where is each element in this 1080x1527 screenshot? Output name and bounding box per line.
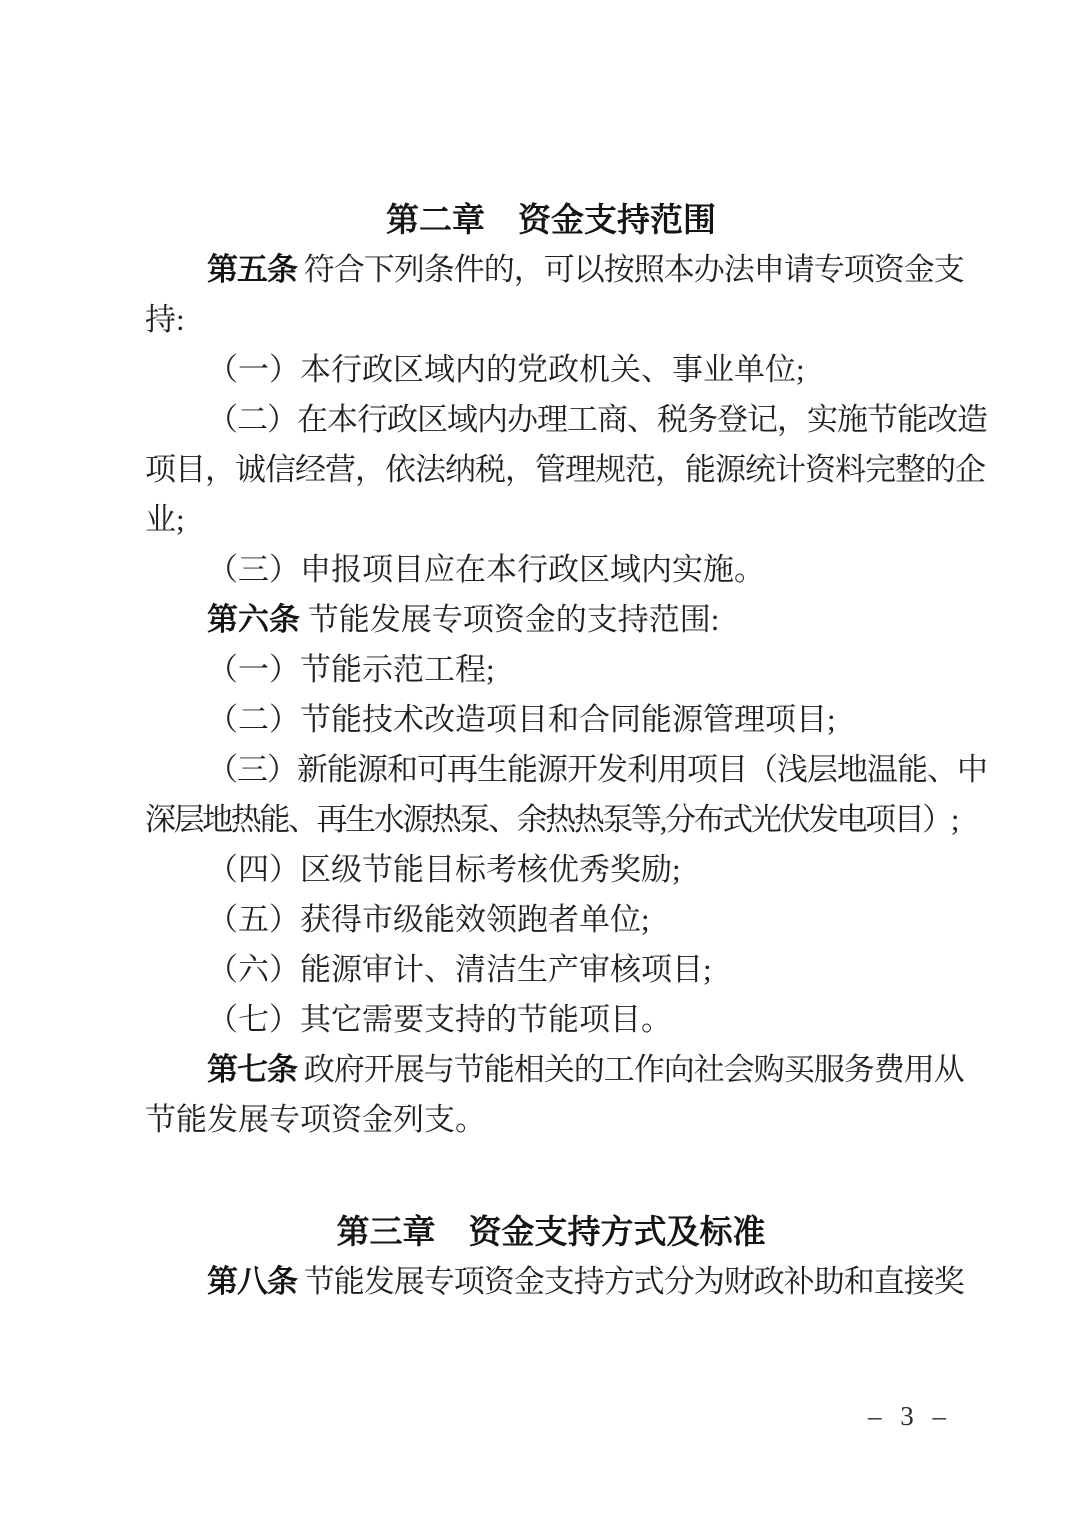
article-7-line-2: 节能发展专项资金列支。: [145, 1102, 486, 1137]
article-5-item-2-line-3: 业;: [145, 502, 185, 537]
article-6-item-3-line-2: 深层地热能、再生水源热泵、余热热泵等,分布式光伏发电项目）;: [145, 802, 957, 837]
article-6-item-2: （二）节能技术改造项目和合同能源管理项目;: [207, 702, 836, 737]
article-5-line-1-prefix: 第五条: [207, 252, 304, 287]
document-body: [145, 195, 987, 1307]
page-number: – 3 –: [868, 1401, 952, 1431]
chapter-3-heading: 第三章 资金支持方式及标准: [336, 1213, 766, 1250]
article-6-item-7: （七）其它需要支持的节能项目。: [207, 1002, 672, 1037]
article-6-line-1: 第六条 节能发展专项资金的支持范围:: [207, 602, 720, 637]
article-6-item-4: （四）区级节能目标考核优秀奖励;: [207, 852, 681, 887]
article-5-item-2-line-1: （二）在本行政区域内办理工商、税务登记，实施节能改造: [207, 402, 987, 437]
article-6-item-3-line-1: （三）新能源和可再生能源开发利用项目（浅层地温能、中: [207, 752, 987, 787]
article-8-line-1: 第八条 节能发展专项资金支持方式分为财政补助和直接奖: [207, 1264, 964, 1299]
article-8-line-1-prefix: 第八条: [207, 1264, 304, 1299]
article-5-item-1: （一）本行政区域内的党政机关、事业单位;: [207, 352, 805, 387]
chapter-2-heading: 第二章 资金支持范围: [386, 201, 716, 238]
article-7-line-1-prefix: 第七条: [207, 1052, 304, 1087]
article-5-item-3: （三）申报项目应在本行政区域内实施。: [207, 552, 765, 587]
article-5-line-1: 第五条 符合下列条件的，可以按照本办法申请专项资金支: [207, 252, 964, 287]
article-5-item-2-line-2: 项目，诚信经营，依法纳税，管理规范，能源统计资料完整的企: [145, 452, 985, 487]
article-6-item-5: （五）获得市级能效领跑者单位;: [207, 902, 650, 937]
article-6-line-1-prefix: 第六条: [207, 602, 308, 637]
article-6-item-1: （一）节能示范工程;: [207, 652, 495, 687]
article-5-line-2: 持:: [145, 302, 185, 337]
article-6-item-6: （六）能源审计、清洁生产审核项目;: [207, 952, 712, 987]
article-7-line-1: 第七条 政府开展与节能相关的工作向社会购买服务费用从: [207, 1052, 964, 1087]
